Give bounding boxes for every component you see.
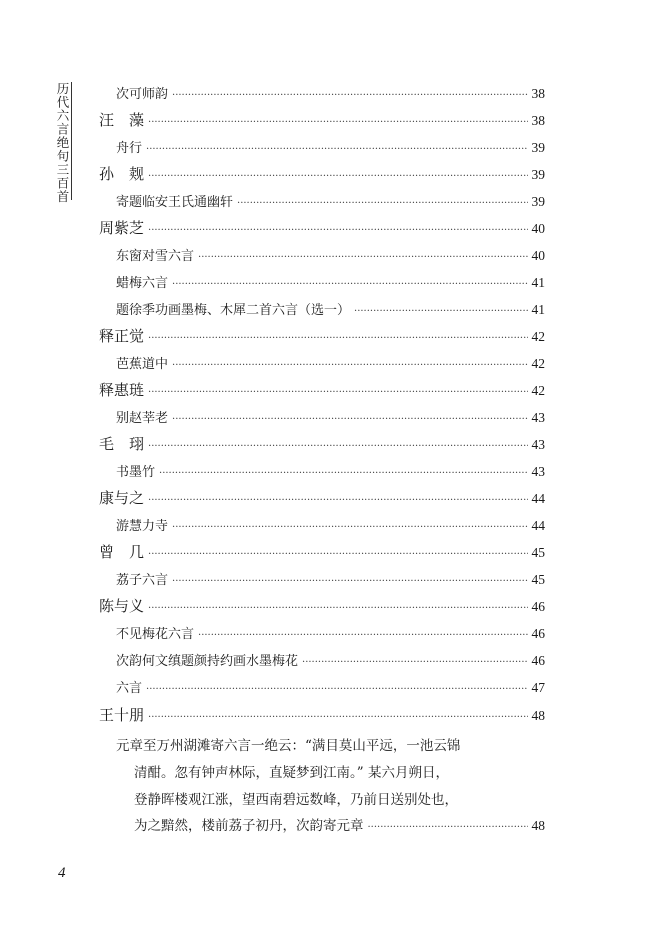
toc-entry-author[interactable]: [99, 379, 545, 400]
entry-page: 39: [531, 167, 545, 182]
dot-leader: [172, 576, 527, 587]
entry-title: 荔子六言: [116, 573, 169, 588]
entry-title: 书墨竹: [116, 465, 156, 480]
dot-leader: [368, 822, 528, 833]
toc-entry-poem[interactable]: [116, 245, 545, 264]
dot-leader: [148, 712, 527, 723]
page-number: 4: [58, 865, 66, 881]
entry-page: 42: [531, 356, 545, 371]
dot-leader: [148, 603, 527, 614]
dot-leader: [172, 279, 527, 290]
entry-page: 44: [531, 518, 545, 533]
entry-page: 38: [531, 113, 545, 128]
toc-entry-author[interactable]: [99, 595, 545, 616]
toc-entry-author[interactable]: [99, 325, 545, 346]
toc-entry-poem[interactable]: [116, 83, 545, 102]
dot-leader: [198, 252, 527, 263]
entry-title: 别赵莘老: [116, 411, 169, 426]
toc-entry-poem[interactable]: [116, 272, 545, 291]
running-title: 历代六言绝句三百首: [55, 82, 70, 204]
entry-page: 38: [531, 86, 545, 101]
toc-entry-poem[interactable]: [116, 677, 545, 696]
entry-title: 王十朋: [99, 706, 145, 724]
entry-title: 芭蕉道中: [116, 357, 169, 372]
toc-entry-author[interactable]: [99, 163, 545, 184]
entry-page: 48: [531, 818, 545, 833]
entry-page: 41: [531, 275, 545, 290]
entry-page: 43: [531, 464, 545, 479]
entry-title: 汪 藻: [99, 111, 145, 129]
dot-leader: [146, 684, 527, 695]
dot-leader: [148, 441, 527, 452]
dot-leader: [148, 171, 527, 182]
dot-leader: [146, 144, 527, 155]
entry-page: 43: [531, 437, 545, 452]
dot-leader: [159, 468, 527, 479]
entry-title: 康与之: [99, 489, 145, 507]
dot-leader: [148, 117, 527, 128]
toc-entry-poem[interactable]: [116, 650, 545, 669]
dot-leader: [172, 414, 527, 425]
toc-entry-poem[interactable]: [116, 353, 545, 372]
entry-title: 释惠琏: [99, 381, 145, 399]
entry-page: 43: [531, 410, 545, 425]
entry-page: 40: [531, 248, 545, 263]
entry-title: 次可师韵: [116, 87, 169, 102]
entry-title: 蜡梅六言: [116, 276, 169, 291]
entry-page: 40: [531, 221, 545, 236]
entry-title: 孙 觌: [99, 165, 145, 183]
entry-title: 次韵何文缜题颜持约画水墨梅花: [116, 654, 299, 669]
entry-title: 寄题临安王氏通幽轩: [116, 195, 234, 210]
entry-page: 39: [531, 194, 545, 209]
dot-leader: [148, 333, 527, 344]
entry-page: 41: [531, 302, 545, 317]
entry-title: 六言: [116, 681, 143, 696]
entry-title: 曾 几: [99, 543, 145, 561]
toc-entry-author[interactable]: [99, 109, 545, 130]
dot-leader: [237, 198, 527, 209]
toc-entry-author[interactable]: [99, 704, 545, 725]
toc-entry-author[interactable]: [99, 433, 545, 454]
entry-title: 舟行: [116, 141, 143, 156]
entry-page: 42: [531, 383, 545, 398]
entry-title: 为之黯然，楼前荔子初丹，次韵寄元章: [134, 818, 364, 834]
long-entry-line: 元章至万州湖滩寄六言一绝云：“满目莫山平远，一池云锦: [116, 738, 461, 754]
dot-leader: [172, 90, 527, 101]
entry-page: 42: [531, 329, 545, 344]
entry-title: 释正觉: [99, 327, 145, 345]
entry-title: 毛 珝: [99, 435, 145, 453]
entry-page: 45: [531, 572, 545, 587]
entry-title: 游慧力寺: [116, 519, 169, 534]
dot-leader: [148, 549, 527, 560]
toc-entry-poem[interactable]: [116, 623, 545, 642]
toc-entry-poem[interactable]: [116, 461, 545, 480]
dot-leader: [148, 387, 527, 398]
running-title-box: [52, 82, 72, 204]
toc-entry-author[interactable]: [99, 217, 545, 238]
dot-leader: [172, 360, 527, 371]
toc-entry-author[interactable]: [99, 487, 545, 508]
entry-page: 44: [531, 491, 545, 506]
entry-title: 陈与义: [99, 597, 145, 615]
entry-title: 不见梅花六言: [116, 627, 195, 642]
long-entry-line: 清酣。忽有钟声林际，直疑梦到江南。” 某六月朔日，: [134, 765, 449, 781]
dot-leader: [148, 495, 527, 506]
dot-leader: [354, 306, 527, 317]
long-entry-line: 登静晖楼观江涨，望西南碧远数峰，乃前日送别处也，: [134, 792, 458, 808]
entry-page: 47: [531, 680, 545, 695]
toc-entry-poem[interactable]: [116, 407, 545, 426]
dot-leader: [172, 522, 527, 533]
toc-entry-poem[interactable]: [116, 191, 545, 210]
entry-title: 题徐季功画墨梅、木犀二首六言（选一）: [116, 303, 351, 318]
toc-entry-author[interactable]: [99, 541, 545, 562]
entry-page: 46: [531, 653, 545, 668]
dot-leader: [148, 225, 527, 236]
toc-entry-poem[interactable]: [134, 814, 545, 834]
entry-page: 39: [531, 140, 545, 155]
entry-title: 周紫芝: [99, 219, 145, 237]
entry-page: 46: [531, 599, 545, 614]
toc-entry-poem[interactable]: [116, 137, 545, 156]
dot-leader: [302, 657, 527, 668]
entry-page: 45: [531, 545, 545, 560]
toc-entry-poem[interactable]: [116, 569, 545, 588]
entry-title: 东窗对雪六言: [116, 249, 195, 264]
entry-page: 46: [531, 626, 545, 641]
toc-entry-poem[interactable]: [116, 299, 545, 318]
dot-leader: [198, 630, 527, 641]
toc-entry-poem[interactable]: [116, 515, 545, 534]
entry-page: 48: [531, 708, 545, 723]
